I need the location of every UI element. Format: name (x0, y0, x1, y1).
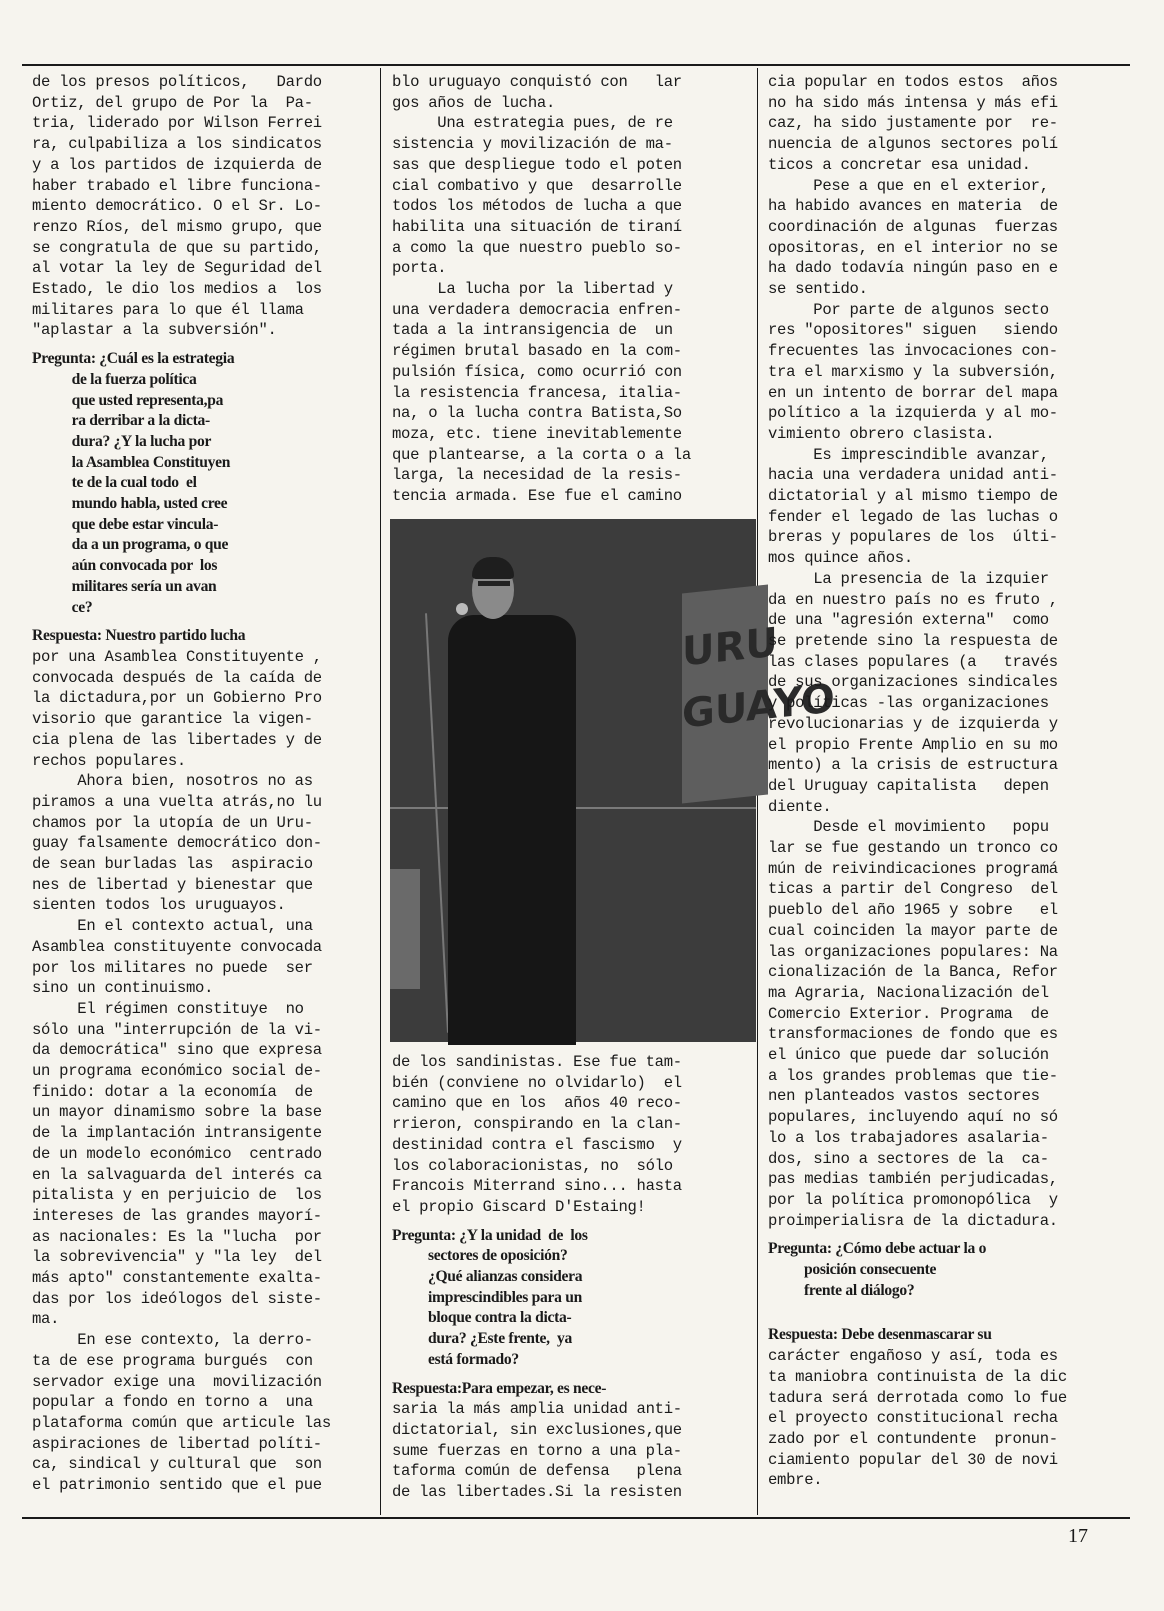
paragraph-gap (768, 1301, 1130, 1309)
text-line: mundo habla, usted cree (32, 495, 228, 513)
column-divider-left (380, 68, 381, 1515)
text-line: de un modelo económico centrado (32, 1144, 322, 1163)
text-line: bloque contra la dicta- (392, 1309, 572, 1327)
text-line: cia popular en todos estos años (768, 73, 1058, 91)
page-number: 17 (1068, 1525, 1088, 1547)
text-line: El régimen constituye no (32, 999, 304, 1018)
text-line: proimperialisra de la dictadura. (768, 1211, 1058, 1230)
text-line: ta maniobra continuista de la dic (768, 1367, 1067, 1386)
text-line: de la implantación intransigente (32, 1124, 322, 1143)
text-line: político a la izquierda y al mo- (768, 404, 1058, 423)
text-line: las organizaciones populares: Na (768, 942, 1058, 961)
text-line: el propio Giscard D'Estaing! (392, 1197, 646, 1216)
text-line: sas que despliegue todo el poten (392, 155, 682, 174)
text-line: Pregunta: ¿Y la unidad de los (392, 1226, 588, 1244)
text-line: da democrática" sino que expresa (32, 1041, 322, 1060)
text-line: en un intento de borrar del mapa (768, 383, 1058, 402)
text-line: Es imprescindible avanzar, (768, 445, 1049, 464)
text-line: por la política promonopólica y (768, 1190, 1058, 1209)
text-line: En el contexto actual, una (32, 917, 313, 936)
text-line: el propio Frente Amplio en su mo (768, 735, 1058, 754)
text-line: ce? (32, 598, 93, 616)
text-line: pueblo del año 1965 y sobre el (768, 901, 1058, 920)
text-line: la dictadura,por un Gobierno Pro (32, 689, 322, 708)
column-2-top (392, 72, 754, 507)
text-line: Pregunta: ¿Cómo debe actuar la o (768, 1240, 987, 1258)
text-line: La presencia de la izquier (768, 569, 1049, 588)
text-line: La lucha por la libertad y (392, 280, 673, 299)
text-line: Pregunta: ¿Cuál es la estrategia (32, 350, 235, 368)
text-line: vimiento obrero clasista. (768, 424, 995, 443)
speaker-hair (472, 557, 514, 579)
text-line: te de la cual todo el (32, 474, 197, 492)
text-line: sectores de oposición? (392, 1247, 568, 1265)
text-line: plataforma común que articule las (32, 1414, 331, 1432)
table-edge (390, 869, 420, 989)
text-line: taforma común de defensa plena (392, 1462, 682, 1481)
text-line: destinidad contra el fascismo y (392, 1135, 682, 1154)
text-line: que debe estar vincula- (32, 515, 219, 533)
text-line: rechos populares. (32, 751, 186, 770)
text-line: sólo una "interrupción de la vi- (32, 1020, 322, 1039)
text-line: una verdadera democracia enfren- (392, 300, 682, 319)
text-line: revolucionarias y de izquierda y (768, 714, 1058, 733)
text-line: Estado, le dio los medios a los (32, 280, 322, 299)
text-line: transformaciones de fondo que es (768, 1025, 1058, 1044)
text-line: populares, incluyendo aquí no só (768, 1108, 1058, 1127)
text-line: dura? ¿Y la lucha por (32, 432, 212, 450)
text-line: la Asamblea Constituyen (32, 453, 231, 471)
text-line: Por parte de algunos secto (768, 300, 1049, 319)
text-line: cial combativo y que desarrolle (392, 176, 682, 195)
text-line: tada a la intransigencia de un (392, 321, 673, 340)
text-line: tadura será derrotada como lo fue (768, 1388, 1067, 1407)
text-line: mento) a la crisis de estructura (768, 756, 1058, 775)
text-line: que plantearse, a la corta o a la (392, 445, 691, 464)
text-line: ma. (32, 1310, 60, 1329)
bottom-rule (22, 1517, 1130, 1519)
text-line: Respuesta: Debe desenmascarar su (768, 1326, 992, 1344)
text-line: camino que en los años 40 reco- (392, 1094, 682, 1113)
text-line: se congratula de que su partido, (32, 238, 322, 257)
column-1 (32, 72, 372, 1496)
text-line: visorio que garantice la vigen- (32, 710, 313, 729)
text-line: tra el marxismo y la subversión, (768, 362, 1058, 381)
text-line: lar se fue gestando un tronco co (768, 839, 1058, 858)
text-line: breras y populares de los últi- (768, 528, 1058, 547)
text-line: a como la que nuestro pueblo so- (392, 238, 682, 257)
text-line: "aplastar a la subversión". (32, 321, 277, 340)
text-line: los colaboracionistas, no sólo (392, 1156, 673, 1175)
text-line: y a los partidos de izquierda de (32, 155, 322, 174)
text-line: el único que puede dar solución (768, 1046, 1049, 1065)
text-line: de los presos políticos, Dardo (32, 73, 322, 91)
text-line: nes de libertad y bienestar que (32, 875, 313, 894)
text-line: tencia armada. Ese fue el camino (392, 487, 682, 506)
text-line: porta. (392, 259, 447, 278)
text-line: frecuentes las invocaciones con- (768, 342, 1058, 361)
text-line: nuencia de algunos sectores polí (768, 135, 1058, 154)
text-line: de sus organizaciones sindicales (768, 673, 1058, 692)
text-line: nen planteados vastos sectores (768, 1087, 1040, 1106)
text-line: dictatorial y al mismo tiempo de (768, 487, 1058, 506)
text-line: cionalización de la Banca, Refor (768, 963, 1058, 982)
text-line: ca, sindical y cultural que son (32, 1455, 322, 1474)
text-line: piramos a una vuelta atrás,no lu (32, 792, 322, 811)
text-line: moza, etc. tiene inevitablemente (392, 424, 682, 443)
paragraph-gap (392, 1371, 754, 1379)
text-line: opositoras, en el interior no se (768, 238, 1058, 257)
text-line: la sobrevivencia" y "la ley del (32, 1248, 322, 1267)
text-line: da en nuestro país no es fruto , (768, 590, 1058, 609)
text-line: de las libertades.Si la resisten (392, 1483, 682, 1502)
text-line: Una estrategia pues, de re (392, 114, 673, 133)
text-line: todos los métodos de lucha a que (392, 197, 682, 216)
text-line: de los sandinistas. Ese fue tam- (392, 1053, 682, 1071)
text-line: de una "agresión externa" como (768, 611, 1049, 630)
text-line: imprescindibles para un (392, 1288, 582, 1306)
text-line: ma Agraria, Nacionalización del (768, 983, 1049, 1002)
text-line: está formado? (392, 1350, 519, 1368)
text-line: Ortiz, del grupo de Por la Pa- (32, 93, 313, 112)
text-line: na, o la lucha contra Batista,So (392, 404, 682, 423)
text-line: finido: dotar a la economía de (32, 1082, 313, 1101)
text-line: renzo Ríos, del mismo grupo, que (32, 217, 322, 236)
text-line: ¿Qué alianzas considera (392, 1268, 583, 1286)
text-line: dura? ¿Este frente, ya (392, 1330, 572, 1348)
text-line: convocada después de la caída de (32, 668, 322, 687)
paragraph-gap (768, 1231, 1130, 1239)
text-line: el proyecto constitucional recha (768, 1409, 1058, 1428)
text-line: Ahora bien, nosotros no as (32, 772, 313, 791)
text-line: tria, liderado por Wilson Ferrei (32, 114, 322, 133)
text-line: dos, sino a sectores de la ca- (768, 1149, 1049, 1168)
column-2-bottom (392, 1052, 754, 1503)
text-line: por una Asamblea Constituyente , (32, 647, 322, 666)
text-line: habilita una situación de tiraní (392, 217, 682, 236)
text-line: ticas a partir del Congreso del (768, 880, 1058, 899)
text-line: gos años de lucha. (392, 93, 556, 112)
text-line: das por los ideólogos del siste- (32, 1289, 322, 1308)
text-line: carácter engañoso y así, toda es (768, 1347, 1058, 1366)
text-line: ra derribar a la dicta- (32, 412, 210, 430)
text-line: Respuesta:Para empezar, es nece- (392, 1379, 607, 1397)
top-rule (22, 64, 1130, 66)
text-line: caz, ha sido justamente por re- (768, 114, 1058, 133)
microphone-stand (425, 613, 449, 1033)
text-line: diente. (768, 797, 832, 816)
text-line: un mayor dinamismo sobre la base (32, 1103, 322, 1122)
text-line: ticos a concretar esa unidad. (768, 155, 1031, 174)
text-line: aún convocada por los (32, 557, 218, 575)
text-line: pitalista y en perjuicio de los (32, 1186, 322, 1205)
text-line: posición consecuente (768, 1261, 937, 1279)
text-line: más apto" constantemente exalta- (32, 1269, 322, 1288)
paragraph-gap (768, 1317, 1130, 1325)
text-line: sienten todos los uruguayos. (32, 896, 286, 915)
text-line: pulsión física, como ocurrió con (392, 362, 682, 381)
text-line: saria la más amplia unidad anti- (392, 1400, 682, 1419)
text-line: las clases populares (a través (768, 652, 1058, 671)
text-line: rrieron, conspirando en la clan- (392, 1115, 682, 1134)
text-line: de la fuerza política (32, 370, 197, 388)
paragraph-gap (32, 618, 372, 626)
text-line: miento democrático. O el Sr. Lo- (32, 197, 322, 216)
paragraph-gap (32, 341, 372, 349)
text-line: la resistencia francesa, italia- (392, 383, 682, 402)
text-line: un programa económico social de- (32, 1062, 322, 1081)
text-line: En ese contexto, la derro- (32, 1331, 313, 1350)
text-line: y políticas -las organizaciones (768, 694, 1049, 713)
text-line: Asamblea constituyente convocada (32, 937, 322, 956)
text-line: dictatorial, sin exclusiones,que (392, 1420, 682, 1439)
text-line: cia plena de las libertades y de (32, 730, 322, 749)
text-line: que usted representa,pa (32, 391, 224, 409)
text-line: zado por el contundente pronun- (768, 1430, 1058, 1448)
text-line: al votar la ley de Seguridad del (32, 259, 322, 278)
text-line: ciamiento popular del 30 de novi (768, 1450, 1058, 1469)
text-line: servador exige una movilización (32, 1372, 322, 1391)
text-line: Desde el movimiento popu (768, 818, 1049, 837)
text-line: ta de ese programa burgués con (32, 1351, 313, 1370)
text-line: de sean burladas las aspiracio (32, 855, 313, 874)
text-line: larga, la necesidad de la resis- (392, 466, 682, 485)
text-line: chamos por la utopía de un Uru- (32, 813, 313, 832)
microphone-icon (456, 603, 468, 615)
text-line: militares sería un avan (32, 577, 217, 595)
text-line: ra, culpabiliza a los sindicatos (32, 135, 322, 154)
text-line: frente al diálogo? (768, 1281, 915, 1299)
text-line: intereses de las grandes mayorí- (32, 1206, 322, 1225)
text-line: se pretende sino la respuesta de (768, 631, 1058, 650)
text-line: régimen brutal basado en la com- (392, 342, 682, 361)
text-line: lo a los trabajadores asalaria- (768, 1128, 1049, 1147)
text-line: Comercio Exterior. Programa de (768, 1004, 1049, 1023)
text-line: aspiraciones de libertad políti- (32, 1434, 322, 1453)
text-line: bién (conviene no olvidarlo) el (392, 1073, 682, 1092)
column-3 (768, 72, 1130, 1491)
text-line: ha dado todavía ningún paso en e (768, 259, 1058, 278)
text-line: Respuesta: Nuestro partido lucha (32, 627, 246, 645)
speaker-figure (448, 615, 576, 1045)
text-line: militares para lo que él llama (32, 300, 304, 319)
text-line: ha habido avances en materia de (768, 197, 1058, 216)
text-line: Francois Miterrand sino... hasta (392, 1177, 682, 1196)
text-line: no ha sido más intensa y más efi (768, 93, 1058, 112)
text-line: coordinación de algunas fuerzas (768, 217, 1058, 236)
text-line: en la salvaguarda del interés ca (32, 1165, 322, 1184)
banner (682, 584, 835, 803)
text-line: sume fuerzas en torno a una pla- (392, 1441, 682, 1460)
text-line: mos quince años. (768, 549, 913, 568)
banner-lettering: URU GUAYO (682, 619, 835, 738)
text-line: blo uruguayo conquistó con lar (392, 73, 682, 91)
text-line: cual coinciden la mayor parte de (768, 921, 1058, 940)
speaker-glasses (478, 581, 510, 586)
text-line: a los grandes problemas que tie- (768, 1066, 1058, 1085)
text-line: por los militares no puede ser (32, 958, 313, 977)
text-line: hacia una verdadera unidad anti- (768, 466, 1058, 485)
text-line: res "opositores" siguen siendo (768, 321, 1058, 340)
text-line: embre. (768, 1471, 823, 1490)
text-line: da a un programa, o que (32, 536, 229, 554)
text-line: del Uruguay capitalista depen (768, 776, 1049, 795)
text-line: pas medias también perjudicadas, (768, 1170, 1058, 1189)
paragraph-gap (392, 1218, 754, 1226)
text-line: sino un continuismo. (32, 979, 214, 998)
text-line: mún de reivindicaciones programá (768, 859, 1058, 878)
text-line: as nacionales: Es la "lucha por (32, 1227, 322, 1246)
text-line: sistencia y movilización de ma- (392, 135, 673, 154)
text-line: fender el legado de las luchas o (768, 507, 1058, 526)
paragraph-gap (768, 1309, 1130, 1317)
text-line: se sentido. (768, 280, 868, 299)
text-line: el patrimonio sentido que el pue (32, 1476, 322, 1495)
text-line: guay falsamente democrático don- (32, 834, 322, 853)
text-line: Pese a que en el exterior, (768, 176, 1049, 195)
text-line: haber trabado el libre funciona- (32, 176, 322, 195)
text-line: popular a fondo en torno a una (32, 1393, 313, 1412)
